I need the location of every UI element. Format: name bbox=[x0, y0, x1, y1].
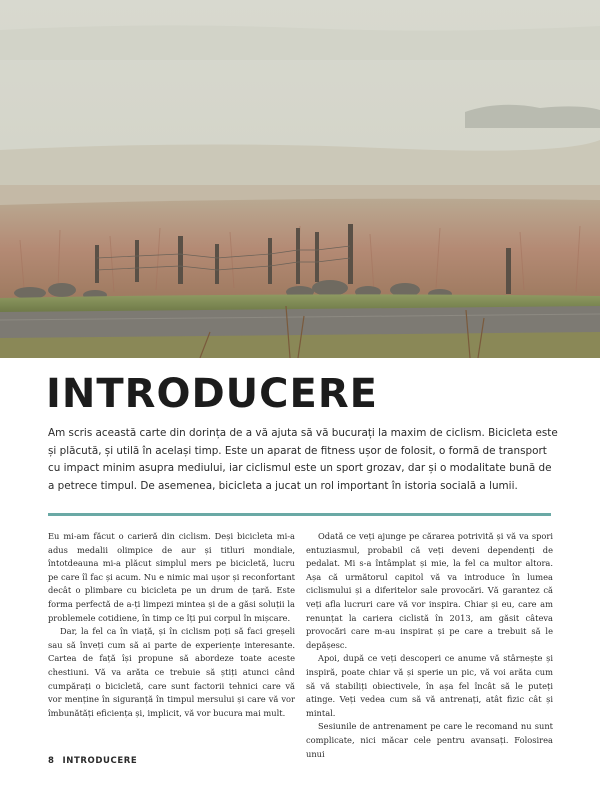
page-title: INTRODUCERE bbox=[46, 371, 378, 417]
body-paragraph: Dar, la fel ca în viață, și în ciclism poți să faci greșeli sau să înveți cum să ai parte de experiențe interesante. Cartea de față își propune să abordeze toate aceste chestiuni. Vă va arăta ce trebuie să știți atunci când cumpărați o bicicletă, care sunt factorii tehnici care vă vor menține în siguranță în timpul mersului și care vă vor îmbunătăți eficiența și, implicit, vă vor bucura mai mult. bbox=[48, 626, 295, 718]
page-number: 8 bbox=[48, 756, 55, 766]
accent-divider bbox=[48, 513, 551, 516]
body-column-right bbox=[306, 530, 553, 761]
header-landscape-photo bbox=[0, 0, 600, 358]
body-paragraph: Sesiunile de antrenament pe care le recomand nu sunt complicate, nici măcar cele pentru avansați. Folosirea unui bbox=[306, 721, 553, 759]
page-footer bbox=[48, 756, 145, 766]
running-section-title: INTRODUCERE bbox=[62, 756, 138, 766]
body-paragraph: Apoi, după ce veți descoperi ce anume vă stârnește și inspiră, poate chiar vă și sperie un pic, vă voi arăta cum să vă stabiliți obiectivele, în așa fel încât să le puteți atinge. Veți vedea cum să vă antrenați, atât fizic cât și mintal. bbox=[306, 653, 553, 718]
body-column-left bbox=[48, 530, 295, 720]
intro-paragraph: Am scris această carte din dorința de a vă ajuta să vă bucurați la maxim de ciclism. Bicicleta este și plăcută, și utilă în același timp. Este un aparat de fitness ușor de folosit, o formă de transport cu impact minim asupra mediului, iar ciclismul este un sport grozav, dar și o modalitate bună de a petrece timpul. De asemenea, bicicleta a jucat un rol important în istoria socială a lumii. bbox=[48, 427, 558, 492]
body-paragraph: Odată ce veți ajunge pe cărarea potrivită și vă va spori entuziasmul, probabil că veți deveni dependenți de pedalat. Mi s-a întâmplat și mie, la fel ca multor altora. Așa că următorul capitol vă va introduce în lumea ciclismului și a diferitelor sale provocări. Vă garantez că veți afla lucruri care vă vor inspira. Chiar și eu, care am renunțat la cariera ciclistă în 2013, am găsit câteva provocări care m-au inspirat și pe care a trebuit să le depășesc. bbox=[306, 531, 553, 650]
body-paragraph: Eu mi-am făcut o carieră din ciclism. Deși bicicleta mi-a adus medalii olimpice de aur și titluri mondiale, întotdeauna mi-a plăcut simplul mers pe bicicletă, lucru pe care îl fac și acum. Nu e nimic mai ușor și reconfortant decât o plimbare cu bicicleta pe un drum de țară. Este forma perfectă de a-ți limpezi mintea și de a găsi soluții la problemele cotidiene, în timp ce îți pui corpul în mișcare. bbox=[48, 531, 295, 623]
